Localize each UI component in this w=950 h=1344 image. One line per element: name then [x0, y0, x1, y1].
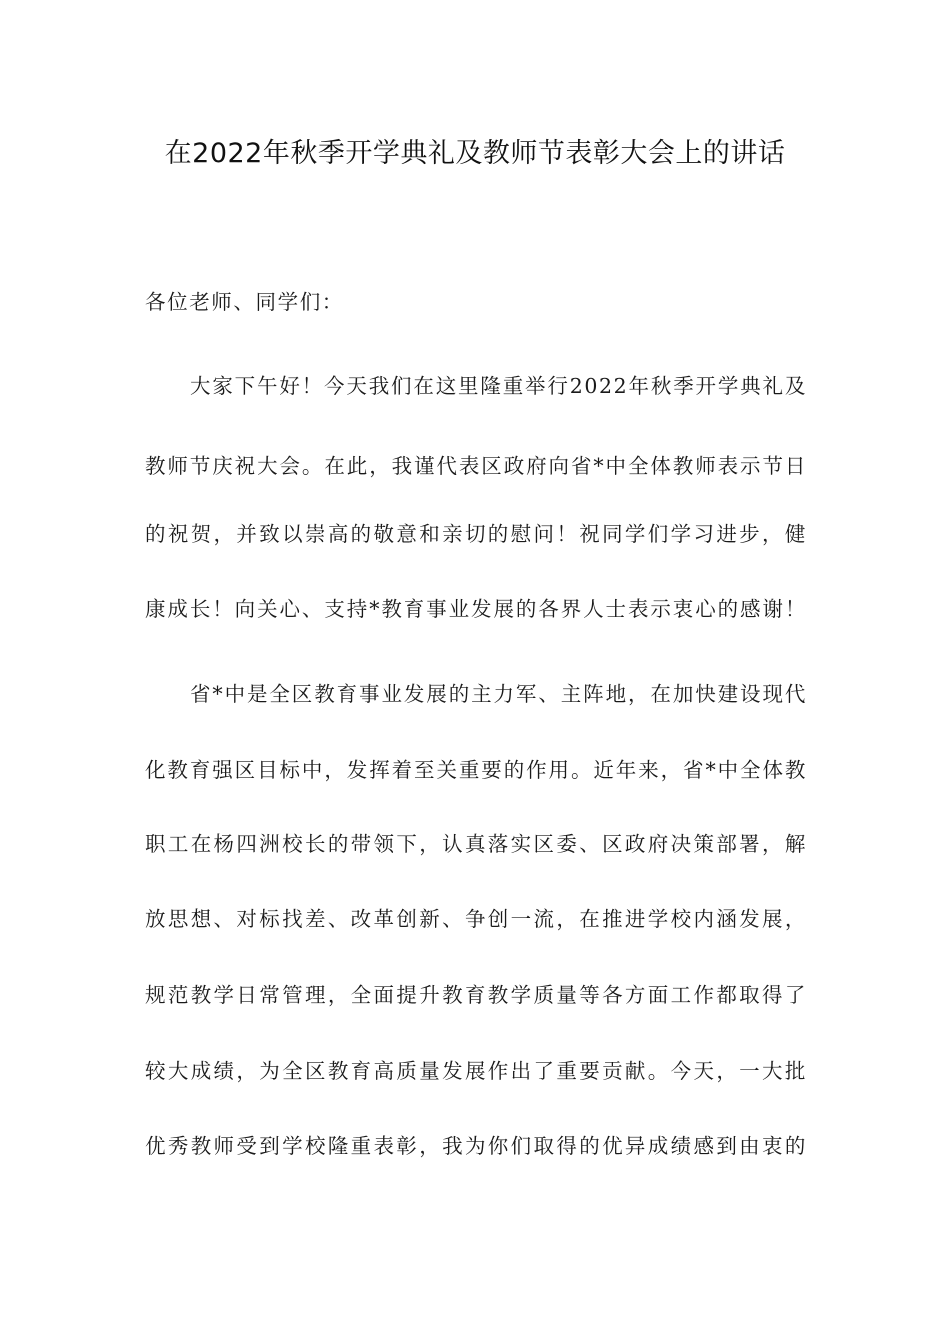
salutation: 各位老师、同学们：	[145, 290, 344, 314]
paragraph-line: 规范教学日常管理，全面提升教育教学质量等各方面工作都取得了	[145, 983, 807, 1007]
paragraph-line: 教师节庆祝大会。在此，我谨代表区政府向省*中全体教师表示节日	[145, 454, 807, 478]
paragraph-line: 较大成绩，为全区教育高质量发展作出了重要贡献。今天，一大批	[145, 1059, 807, 1083]
paragraph-line: 化教育强区目标中，发挥着至关重要的作用。近年来，省*中全体教	[145, 758, 807, 782]
paragraph-line: 康成长！向关心、支持*教育事业发展的各界人士表示衷心的感谢！	[145, 597, 807, 621]
paragraph-line: 省*中是全区教育事业发展的主力军、主阵地，在加快建设现代	[190, 682, 807, 706]
document-title: 在2022年秋季开学典礼及教师节表彰大会上的讲话	[164, 138, 786, 169]
paragraph-line: 大家下午好！今天我们在这里隆重举行2022年秋季开学典礼及	[190, 374, 807, 398]
paragraph-line: 放思想、对标找差、改革创新、争创一流，在推进学校内涵发展，	[145, 907, 807, 931]
paragraph-line: 的祝贺，并致以崇高的敬意和亲切的慰问！祝同学们学习进步，健	[145, 522, 807, 546]
paragraph-line: 优秀教师受到学校隆重表彰，我为你们取得的优异成绩感到由衷的	[145, 1134, 807, 1158]
paragraph-line: 职工在杨四洲校长的带领下，认真落实区委、区政府决策部署，解	[145, 832, 807, 856]
